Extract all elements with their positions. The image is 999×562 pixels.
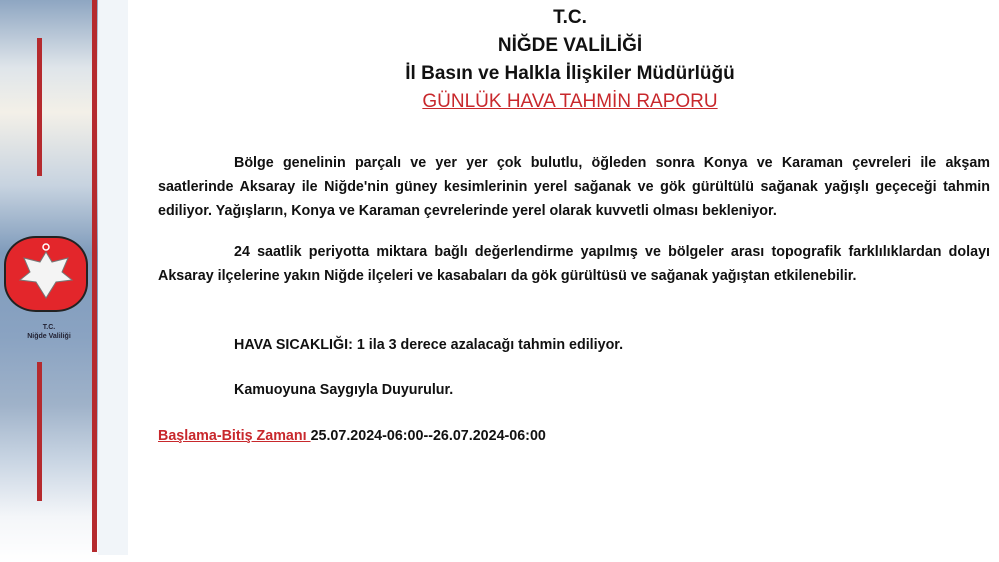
side-strip	[98, 0, 128, 555]
paragraph-announcement: Kamuoyuna Saygıyla Duyurulur.	[234, 382, 454, 398]
red-line-top	[37, 38, 42, 176]
validity-period	[158, 424, 990, 448]
red-line-vertical	[92, 0, 97, 552]
validity-value: 25.07.2024-06:00--26.07.2024-06:00	[310, 428, 546, 444]
report-title: GÜNLÜK HAVA TAHMİN RAPORU	[422, 91, 718, 112]
paragraph-forecast: Bölge genelinin parçalı ve yer yer çok bulutlu, öğleden sonra Konya ve Karaman çevreleri ile akşam saatlerinde Aksaray ile Niğde'nin güney kesimlerinin yerel sağanak ve gök gürültülü sağanak yağışlı geçeceği tahmin ediliyor. Yağışların, Konya ve Karaman çevrelerinde yerel olarak kuvvetli olması bekleniyor.	[158, 155, 990, 219]
paragraph-assessment: 24 saatlik periyotta miktara bağlı değerlendirme yapılmış ve bölgeler arası topografik farklılıklardan dolayı Aksaray ilçelerine yakın Niğde ilçeleri ve kasabaları da gök gürültüsü ve sağanak yağıştan etkilenebilir.	[158, 244, 990, 284]
header-governorship: NİĞDE VALİLİĞİ	[497, 35, 643, 56]
paragraph-temperature: HAVA SICAKLIĞI: 1 ila 3 derece azalacağı tahmin ediliyor.	[234, 337, 624, 353]
document-header	[300, 4, 840, 116]
seal-text-name: Niğde Valiliği	[27, 333, 71, 340]
header-directorate: İl Basın ve Halkla İlişkiler Müdürlüğü	[405, 63, 735, 84]
nigde-valiligi-seal-icon	[4, 236, 88, 312]
seal-text-tc: T.C.	[42, 324, 56, 331]
header-tc: T.C.	[553, 7, 587, 28]
red-line-bottom	[37, 362, 42, 501]
validity-label: Başlama-Bitiş Zamanı	[158, 428, 311, 444]
